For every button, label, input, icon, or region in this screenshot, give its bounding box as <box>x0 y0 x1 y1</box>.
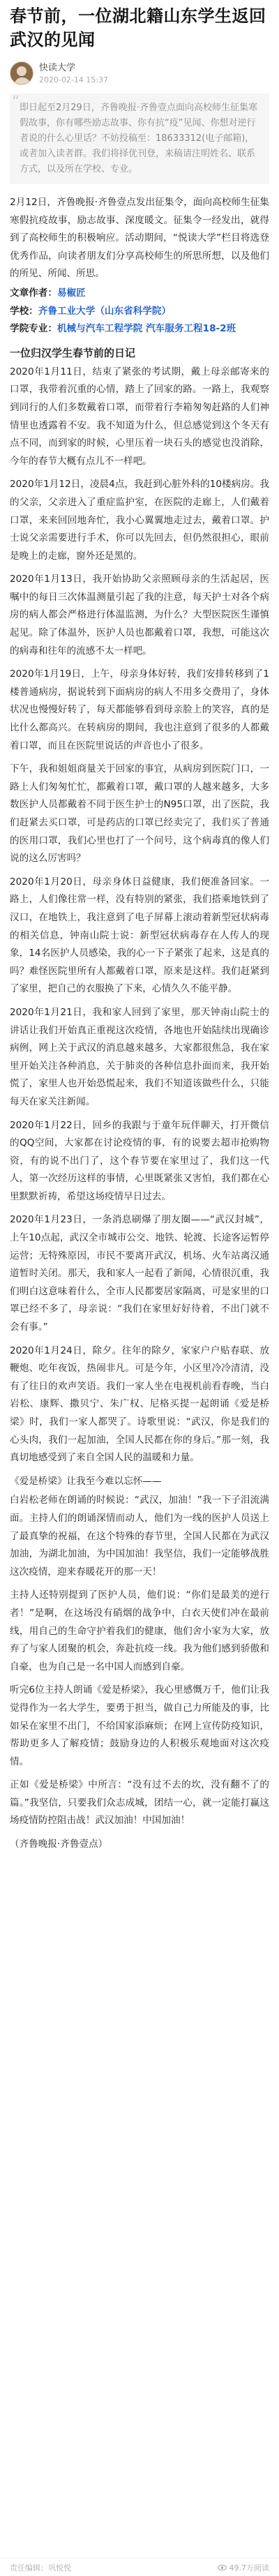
school-field <box>10 303 269 321</box>
author-name[interactable]: 快读大学 <box>39 62 76 73</box>
diary-paragraph: 白岩松老师在朗诵的时候说：“武汉，加油！”我一下子泪流满面。主持人们的朗诵深情而动人，他们为一线的医护人员送上了最真挚的祝福，在这个特殊的春节里，全国人民都在为武汉加油，为湖北加油，为中国加油！我坚信，我们一定能够战胜这次疫情，迎来春暖花开的那一天！ <box>10 1495 269 1578</box>
diary-paragraph: 正如《爱是桥梁》中所言：“没有过不去的坎，没有翻不了的篇。”我坚信，只要我们众志成城，团结一心，就一定能打赢这场疫情防控阻击战！武汉加油！中国加油！ <box>10 1779 269 1827</box>
author-field-value: 易椒匠 <box>56 287 86 299</box>
diary-paragraph: 2020年1月19日，上午，母亲身体好转，我们安排转移到了1楼普通病房，据说转到下面病房的病人不用多交费用了，身体状况也慢慢好转了，每天都能够看到母亲脸上的笑容，真的是比什么都高兴。在转病房的期间，我也注意到了很多的人都戴着口罩，而且在医院里说话的声音也小了很多。 <box>10 668 269 751</box>
diary-paragraph: 2020年1月11日，结束了紧张的考试期，戴上母亲邮寄来的口罩，我带着沉重的心情，踏上了回家的路。一路上，我观察到同行的人们多数戴着口罩，而带着行李箱匆匆赶路的人们神情里也透露着不安。我不知道为什么，但总感觉到这个冬天有点不同，而到家的时候，心里压着一块石头的感觉也没消除，今年的春节大概有点儿不一样吧。 <box>10 366 269 467</box>
source-credit: （齐鲁晚报·齐鲁壹点） <box>10 1839 108 1850</box>
view-count-text: 49.7万阅读 <box>229 2563 269 2573</box>
school-field-label: 学校： <box>10 305 38 317</box>
diary-paragraph: 《爱是桥梁》让我至今难以忘怀—— <box>10 1475 162 1487</box>
section-title: 一位归汉学生春节前的日记 <box>10 346 136 359</box>
author-field <box>10 285 269 303</box>
college-field <box>10 320 269 338</box>
diary-paragraph: 2020年1月12日，凌晨4点，我赶到心脏外科的10楼病房。我的父亲，父亲进入了重症监护室，在医院的走廊上，人们戴着口罩，来来回回地奔忙，我小心翼翼地走过去，戴着口罩。护士说父亲需要进行手术，你可以先回去，但仍然很担心，眼前是晚上的走廊，窗外还是黑的。 <box>10 479 269 562</box>
editor-credit: 责任编辑：巩悦悦 <box>10 2563 71 2573</box>
author-row[interactable] <box>10 61 269 85</box>
quote-icon: “ <box>12 93 20 111</box>
article-summary <box>10 93 269 184</box>
article-footer <box>0 2558 279 2576</box>
diary-paragraph: 2020年1月13日，我开始协助父亲照顾母亲的生活起居，医嘱中的每日三次体温测量引起了我的注意，每天护士对各个病房的病人都会严格进行体温监测，为什么？大型医院医生谨慎起见。除了体温外，医护人员也都戴着口罩，我想，可能这次的病毒和往年的流感不太一样吧。 <box>10 574 269 657</box>
college-field-value: 机械与汽车工程学院 汽车服务工程18-2班 <box>56 323 236 335</box>
diary-paragraph: 下午，我和姐姐商量关于回家的事宜，从病房到医院门口，一路上人们匆匆忙忙，都戴着口罩，戴口罩的人越来越多，大多数医护人员都戴着不同于医生护士的N95口罩，出了医院，我们赶紧去买口罩，可是药店的口罩已经卖完了，我们买了普通的医用口罩，我们心里也打了一个问号，这个病毒真的像人们说的这么厉害吗？ <box>10 763 269 864</box>
diary-paragraph: 听完6位主持人朗诵《爱是桥梁》，我心里感慨万千，他们让我觉得作为一名大学生，要勇于担当，做自己力所能及的事，比如呆在家里不出门，不给国家添麻烦；在网上宣传防疫知识，帮助更多人了解疫情；鼓励身边的人积极乐观地面对这次疫情。 <box>10 1684 269 1767</box>
diary-paragraph: 2020年1月22日，回乡的我跟与于童年玩伴聊天，打开微信的QQ空间，大家都在讨论疫情的事，有的说要去超市抢购物资，有的说不出门了，这个春节要在家里过了，我们这一代人，第一次经历这样的事情，心里既紧张又害怕，我们都在心里默默祈祷，希望这场疫情早日过去。 <box>10 1119 269 1202</box>
publish-time: 2020-02-14 15:37 <box>39 75 109 84</box>
eye-icon <box>218 2565 227 2570</box>
article-body <box>10 194 269 1854</box>
author-meta <box>39 62 108 85</box>
article-title: 春节前，一位湖北籍山东学生返回武汉的见闻 <box>10 6 266 50</box>
diary-paragraph: 2020年1月21日，我和家人回到了家里，那天钟南山院士的讲话让我们开始真正重视这次疫情，各地也开始陆续出现确诊病例，网上关于武汉的消息越来越多，大家都很焦急，我在家里开始关注各种消息，关于肺炎的各种信息扑面而来，我开始慌了，家里人也开始恐慌起来，我们不知道该做些什么，只能每天在家关注新闻。 <box>10 1006 269 1107</box>
author-field-label: 文章作者： <box>10 287 57 299</box>
diary-paragraph: 2020年1月20日，母亲身体日益健康，我们便准备回家。一路上，人们像往常一样，没有特别的紧张，我们搭乘地铁到了汉口，在地铁上，我注意到了电子屏幕上滚动着新型冠状病毒的相关信息，钟南山院士说：新型冠状病毒存在人传人的现象，14名医护人员感染，我的心一下子紧张了起来，这是真的吗？难怪医院里所有人都戴着口罩，原来是这样。我们赶紧到了家里，把自己的衣服换了下来，心情久久不能平静。 <box>10 876 269 995</box>
intro-paragraph: 2月12日，齐鲁晚报·齐鲁壹点发出征集令，面向高校师生征集寒假抗疫故事，励志故事、深度暖文。征集令一经发出，就得到了高校师生的积极响应。活动期间，“悦读大学”栏目将选登优秀作品，向读者朋友们分享高校师生的所思所想，以及他们的所见、所闻、所思。 <box>10 197 269 280</box>
school-field-value: 齐鲁工业大学（山东省科学院） <box>38 305 172 317</box>
author-avatar[interactable] <box>10 61 33 85</box>
diary-paragraph: 2020年1月23日，一条消息刷爆了朋友圈——“武汉封城”，上午10点起，武汉全市城市公交、地铁、轮渡、长途客运暂停运营；无特殊原因，市民不要离开武汉，机场、火车站离汉通道暂时关闭。那天，我和家人一起看了新闻，心情很沉重，我们明白这意味着什么，全市人民都要居家隔离，可是家里的口罩已经不多了，母亲说：“我们在家里好好待着，不出门就不会有事。” <box>10 1214 269 1333</box>
college-field-label: 学院专业： <box>10 323 57 335</box>
diary-paragraph: 2020年1月24日，除夕。往年的除夕，家家户户贴春联、放鞭炮、吃年夜饭，热闹非凡。可是今年，小区里冷冷清清，没有了往日的欢声笑语。我们一家人坐在电视机前看春晚，当白岩松、康辉、撒贝宁、朱广权、尼格买提一起朗诵《爱是桥梁》时，我们一家人都哭了。诗歌里说：“武汉，你是我们的心头肉，我们一起加油，全国人民都在你的身后。”那一刻，我真切地感受到了来自全国人民的温暖和力量。 <box>10 1345 269 1464</box>
summary-text: 即日起至2月29日，齐鲁晚报·齐鲁壹点面向高校师生征集寒假故事，你有哪些励志故事、你有抗“疫”见闻、你想对逆行者说的什么心里话？不妨投稿至：18633312(电子邮箱)，或者加入读者群。我们将择优刊登，来稿请注明姓名、联系方式，以及所在学校、专业。 <box>20 103 257 174</box>
diary-paragraph: 主持人还特别提到了医护人员，他们说：“你们是最美的逆行者！”是啊，在这场没有硝烟的战争中，白衣天使们冲在最前线，用自己的生命守护着我们的健康，他们舍小家为大家，放弃了与家人团聚的机会，奔赴抗疫一线。我为他们感到骄傲和自豪，也为自己是一名中国人而感到自豪。 <box>10 1589 269 1672</box>
view-count <box>218 2562 270 2573</box>
